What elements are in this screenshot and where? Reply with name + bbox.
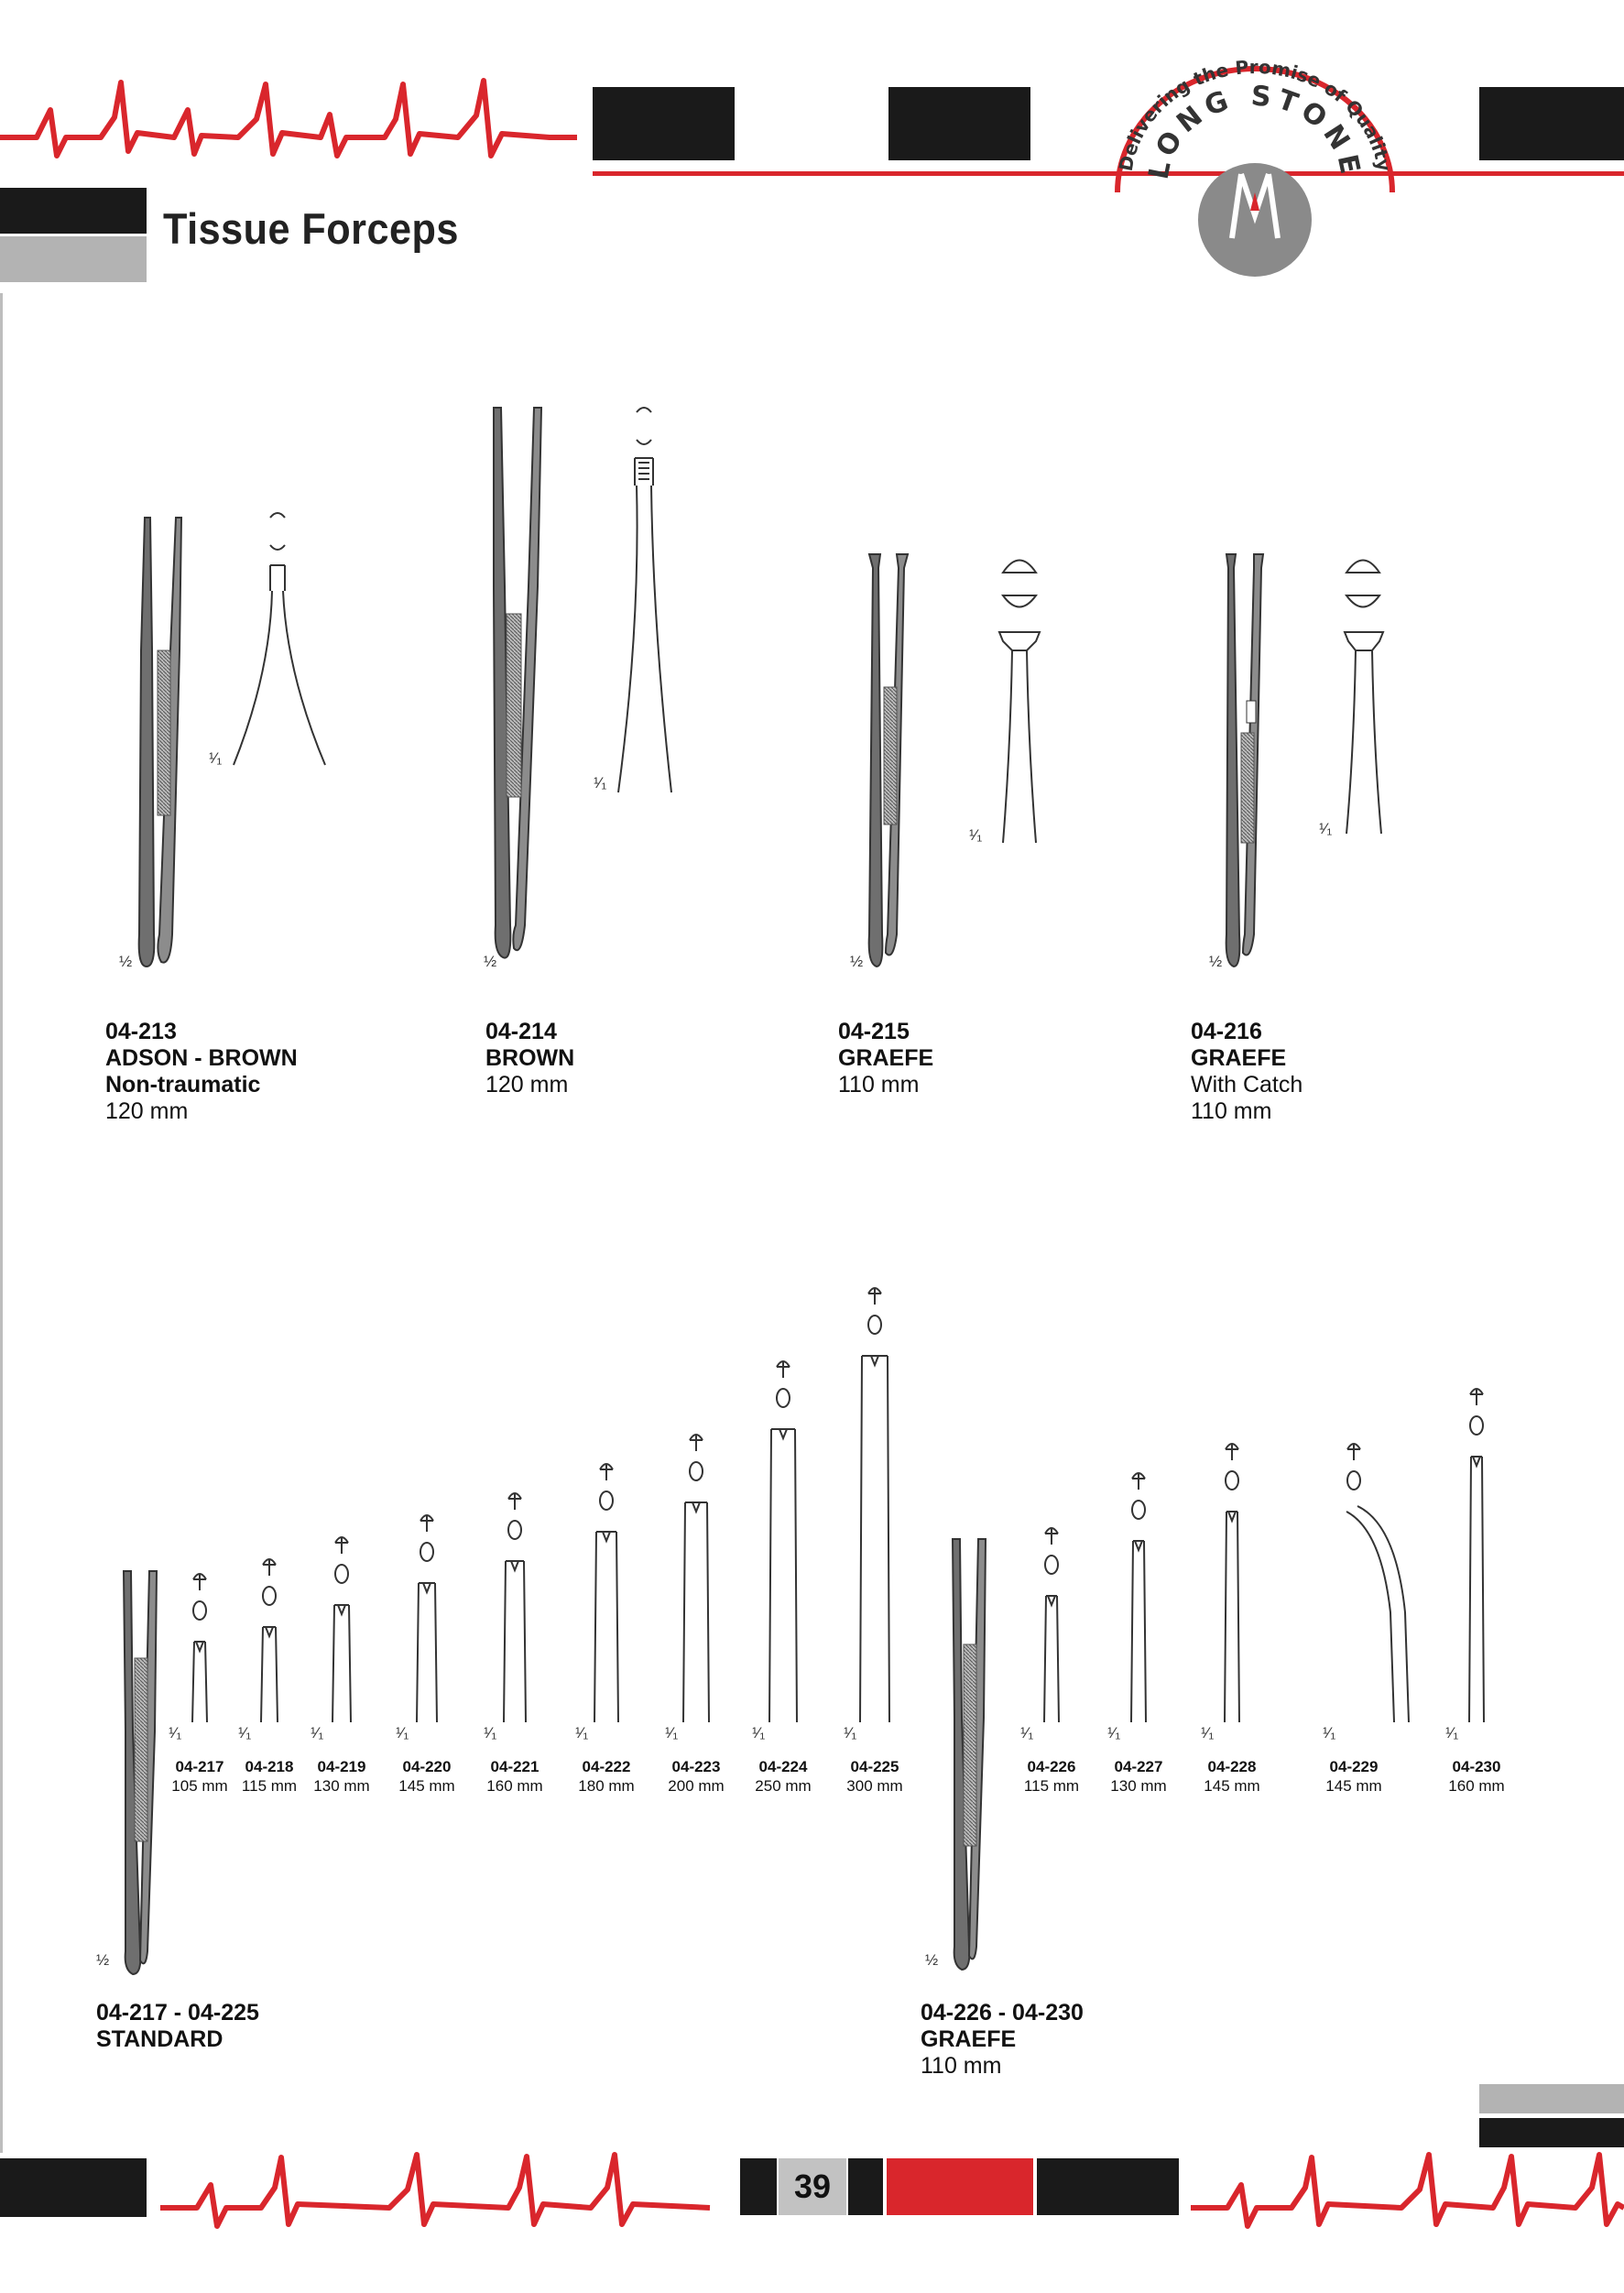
product-code: 04-215 (838, 1019, 910, 1044)
scale-drawing-04-216: ¹⁄₁ (1319, 820, 1333, 837)
item-code: 04-228 (1207, 1758, 1257, 1775)
item-label-04-223 (652, 1757, 740, 1796)
item-label-04-219 (298, 1757, 386, 1796)
item-code: 04-223 (671, 1758, 721, 1775)
product-name: BROWN (485, 1045, 575, 1071)
item-label-04-221 (471, 1757, 559, 1796)
group-name: STANDARD (96, 2026, 223, 2052)
item-label-04-225 (831, 1757, 919, 1796)
item-scale: ¹⁄₁ (238, 1724, 252, 1742)
product-size: 110 mm (1191, 1098, 1272, 1124)
scale-photo-04-213: ½ (119, 953, 133, 970)
item-size: 160 mm (1448, 1777, 1505, 1795)
footer-red-block (887, 2158, 1033, 2215)
product-variant: Non-traumatic (105, 1072, 261, 1097)
item-code: 04-225 (850, 1758, 899, 1775)
page-number: 39 (779, 2158, 846, 2215)
footer-dark-block-mid-1 (740, 2158, 777, 2215)
item-size: 145 mm (1204, 1777, 1260, 1795)
product-size: 120 mm (485, 1072, 569, 1097)
group-range: 04-226 - 04-230 (921, 2000, 1084, 2025)
item-code: 04-217 (175, 1758, 224, 1775)
instrument-drawing-04-226 (1044, 1528, 1059, 1722)
group-size: 110 mm (921, 2053, 1002, 2079)
item-label-04-227 (1095, 1757, 1183, 1796)
item-scale: ¹⁄₁ (1445, 1724, 1459, 1742)
item-code: 04-229 (1329, 1758, 1379, 1775)
item-size: 145 mm (398, 1777, 455, 1795)
item-scale: ¹⁄₁ (752, 1724, 766, 1742)
product-name: GRAEFE (838, 1045, 934, 1071)
item-scale: ¹⁄₁ (665, 1724, 679, 1742)
item-scale: ¹⁄₁ (484, 1724, 497, 1742)
item-scale: ¹⁄₁ (575, 1724, 589, 1742)
forceps-photo-graefe (943, 1534, 998, 1974)
item-size: 160 mm (486, 1777, 543, 1795)
logo-tagline: Delivering the Promise of Quality (1114, 55, 1396, 173)
item-size: 145 mm (1325, 1777, 1382, 1795)
group-name: GRAEFE (921, 2026, 1017, 2052)
item-code: 04-218 (245, 1758, 294, 1775)
scale-photo-04-214: ½ (484, 953, 497, 970)
instrument-drawing-04-223 (683, 1435, 709, 1722)
product-code: 04-216 (1191, 1019, 1262, 1044)
scale-drawing-04-213: ¹⁄₁ (209, 749, 223, 767)
item-label-04-229 (1310, 1757, 1398, 1796)
item-code: 04-224 (758, 1758, 808, 1775)
item-scale: ¹⁄₁ (169, 1724, 182, 1742)
item-scale: ¹⁄₁ (1020, 1724, 1034, 1742)
item-label-04-224 (739, 1757, 827, 1796)
footer-dark-block-mid-3 (1037, 2158, 1179, 2215)
instrument-drawing-04-222 (594, 1464, 618, 1722)
instrument-drawing-04-217 (192, 1574, 207, 1722)
item-code: 04-221 (490, 1758, 540, 1775)
graefe-group-caption (921, 2000, 1084, 2080)
item-size: 130 mm (313, 1777, 370, 1795)
instrument-drawing-04-224 (769, 1361, 797, 1722)
product-size: 120 mm (105, 1098, 189, 1124)
item-size: 115 mm (241, 1777, 298, 1795)
item-size: 105 mm (171, 1777, 228, 1795)
page-title: Tissue Forceps (163, 204, 459, 253)
product-code: 04-214 (485, 1019, 557, 1044)
scale-drawing-04-214: ¹⁄₁ (594, 774, 607, 792)
item-size: 300 mm (846, 1777, 903, 1795)
item-label-04-226 (1008, 1757, 1095, 1796)
scale-photo-standard: ½ (96, 1951, 110, 1969)
item-size: 250 mm (755, 1777, 812, 1795)
item-size: 115 mm (1023, 1777, 1080, 1795)
instrument-drawing-04-230 (1469, 1389, 1484, 1722)
item-scale: ¹⁄₁ (396, 1724, 409, 1742)
scale-photo-04-216: ½ (1209, 953, 1223, 970)
item-size: 130 mm (1110, 1777, 1167, 1795)
item-code: 04-222 (582, 1758, 631, 1775)
instrument-drawing-04-221 (504, 1493, 526, 1722)
item-code: 04-220 (402, 1758, 452, 1775)
item-label-04-222 (562, 1757, 650, 1796)
product-name: GRAEFE (1191, 1045, 1287, 1071)
logo-brand: LONG STONE (1142, 80, 1368, 182)
instrument-drawing-04-219 (332, 1537, 351, 1722)
instrument-drawing-04-218 (261, 1559, 278, 1722)
item-size: 200 mm (668, 1777, 725, 1795)
item-code: 04-226 (1027, 1758, 1076, 1775)
footer-dark-block-left (0, 2158, 147, 2217)
product-code: 04-213 (105, 1019, 177, 1044)
item-scale: ¹⁄₁ (1201, 1724, 1215, 1742)
item-label-04-228 (1188, 1757, 1276, 1796)
footer-dark-block-mid-2 (848, 2158, 883, 2215)
scale-drawing-04-215: ¹⁄₁ (969, 826, 983, 844)
footer-grey-block (1479, 2084, 1624, 2113)
instrument-drawing-04-228 (1225, 1444, 1239, 1722)
product-name: ADSON - BROWN (105, 1045, 298, 1071)
instrument-drawing-04-227 (1131, 1473, 1146, 1722)
instrument-drawing-04-225 (860, 1288, 889, 1722)
item-scale: ¹⁄₁ (311, 1724, 324, 1742)
scale-photo-04-215: ½ (850, 953, 864, 970)
item-code: 04-230 (1452, 1758, 1501, 1775)
product-size: 110 mm (838, 1072, 920, 1097)
standard-group-caption (96, 2000, 259, 2053)
scale-photo-graefe: ½ (925, 1951, 939, 1969)
item-size: 180 mm (578, 1777, 635, 1795)
item-scale: ¹⁄₁ (844, 1724, 857, 1742)
item-scale: ¹⁄₁ (1107, 1724, 1121, 1742)
item-code: 04-227 (1114, 1758, 1163, 1775)
heartbeat-line-bottom-left (160, 2144, 728, 2235)
item-label-04-230 (1433, 1757, 1520, 1796)
heartbeat-line-bottom-right (1191, 2144, 1624, 2235)
instrument-drawing-04-220 (417, 1515, 437, 1722)
product-variant: With Catch (1191, 1072, 1303, 1097)
group-range: 04-217 - 04-225 (96, 2000, 259, 2025)
item-code: 04-219 (317, 1758, 366, 1775)
item-label-04-220 (383, 1757, 471, 1796)
instrument-drawing-04-229 (1346, 1444, 1409, 1722)
item-scale: ¹⁄₁ (1323, 1724, 1336, 1742)
